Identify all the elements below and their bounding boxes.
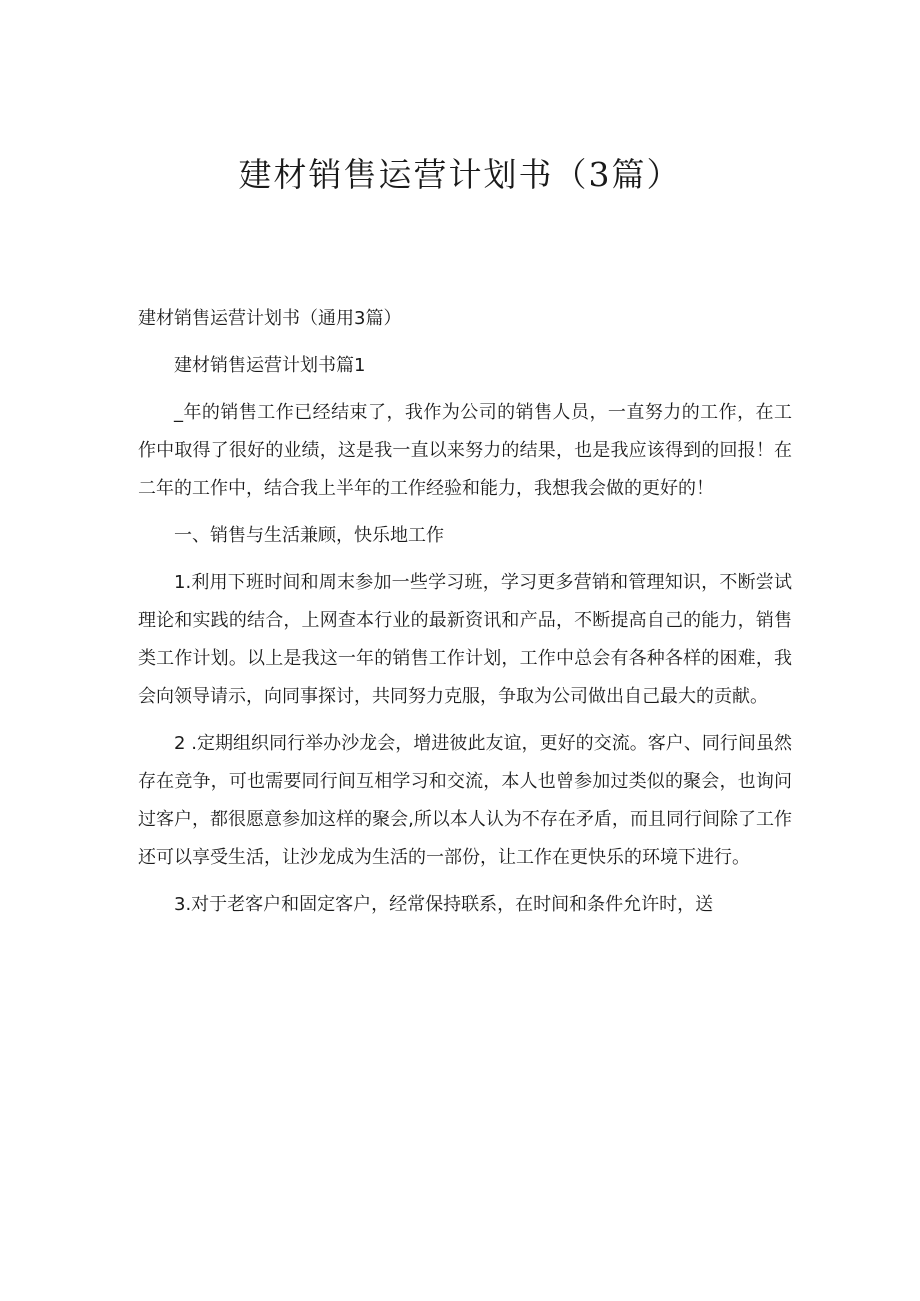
document-subtitle: 建材销售运营计划书（通用3篇） (138, 308, 402, 329)
document-body (138, 300, 792, 924)
document-title: 建材销售运营计划书（3篇） (238, 155, 682, 194)
section-heading: 建材销售运营计划书篇1 (174, 355, 366, 376)
paragraph-item-3: 3.对于老客户和固定客户，经常保持联系，在时间和条件允许时，送 (174, 894, 714, 915)
paragraph-item-2: 2 .定期组织同行举办沙龙会，增进彼此友谊，更好的交流。客户、同行间虽然存在竞争，可也需要同行间互相学习和交流，本人也曾参加过类似的聚会，也询问过客户，都很愿意参加这样的聚会,所以本人认为不存在矛盾，而且同行间除了工作还可以享受生活，让沙龙成为生活的一部份，让工作在更快乐的环境下进行。 (138, 733, 792, 868)
paragraph-intro: _年的销售工作已经结束了，我作为公司的销售人员，一直努力的工作，在工作中取得了很好的业绩，这是我一直以来努力的结果，也是我应该得到的回报！在二年的工作中，结合我上半年的工作经验和能力，我想我会做的更好的！ (138, 402, 792, 499)
paragraph-item-1: 1.利用下班时间和周末参加一些学习班，学习更多营销和管理知识，不断尝试理论和实践的结合，上网查本行业的最新资讯和产品，不断提高自己的能力，销售类工作计划。以上是我这一年的销售工作计划，工作中总会有各种各样的困难，我会向领导请示，向同事探讨，共同努力克服，争取为公司做出自己最大的贡献。 (138, 572, 792, 707)
paragraph-heading-one: 一、销售与生活兼顾，快乐地工作 (174, 525, 444, 546)
